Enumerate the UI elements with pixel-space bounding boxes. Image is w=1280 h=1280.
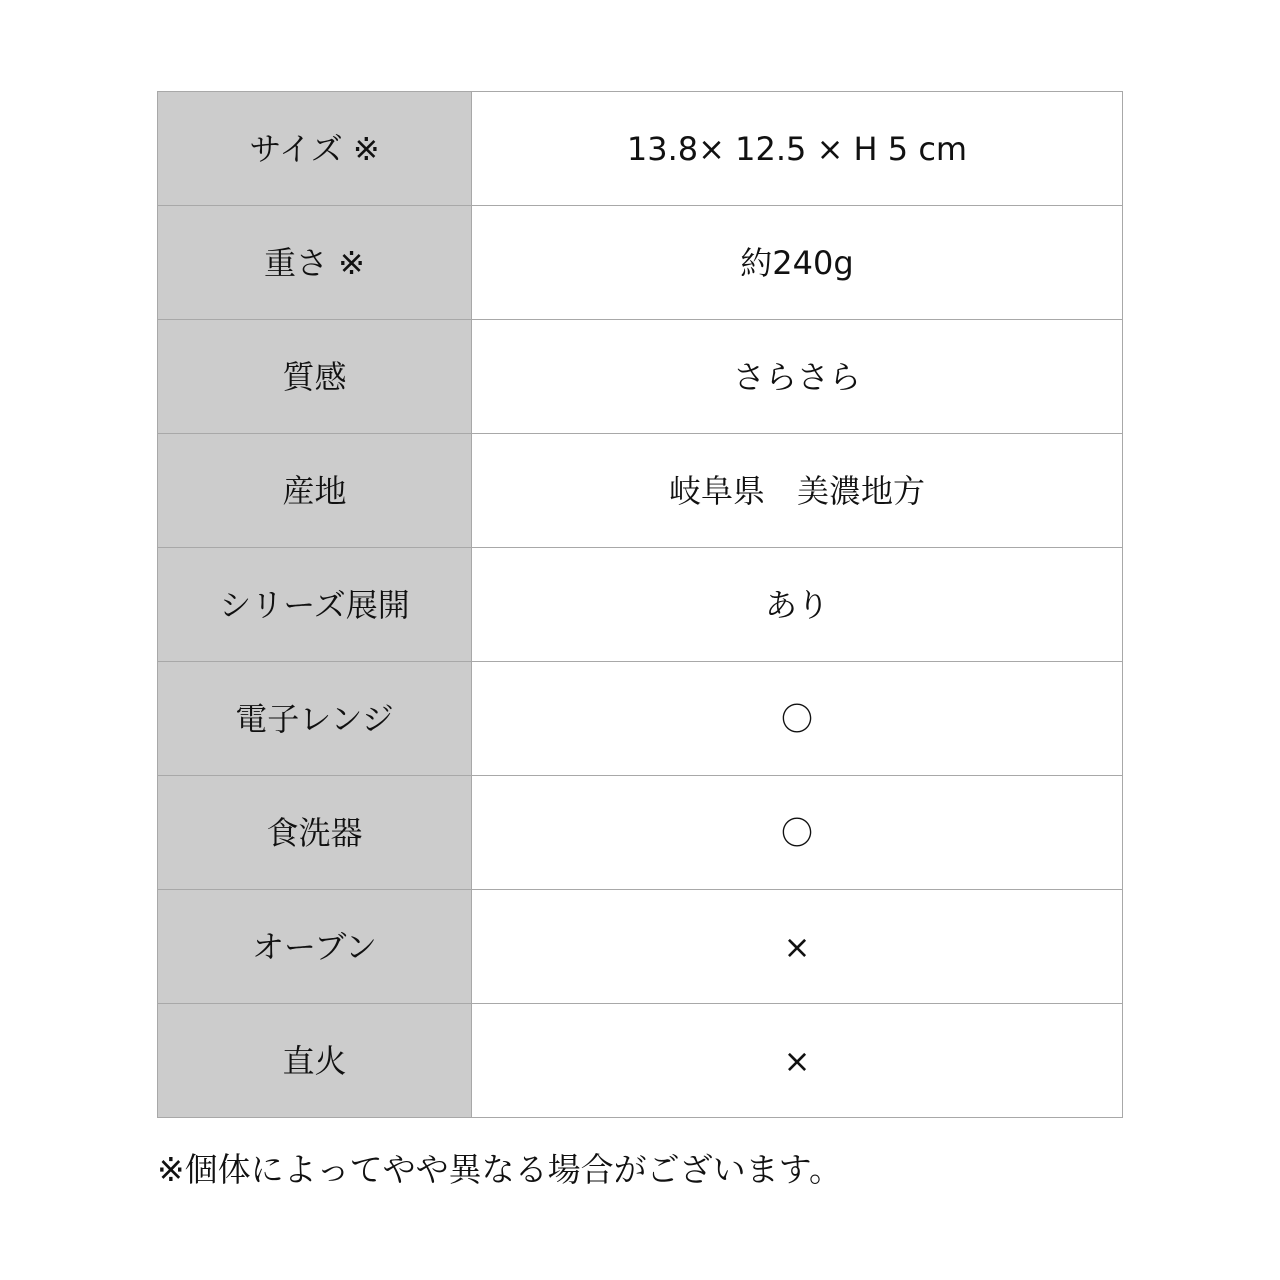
- weight-value: 約240g: [472, 206, 1123, 320]
- direct-fire-label: 直火: [158, 1004, 472, 1118]
- spec-table: [157, 91, 1123, 1118]
- table-row-dishwasher: [158, 776, 1123, 890]
- table-row-origin: [158, 434, 1123, 548]
- table-row-oven: [158, 890, 1123, 1004]
- table-row-series: [158, 548, 1123, 662]
- origin-label: 産地: [158, 434, 472, 548]
- texture-value: さらさら: [472, 320, 1123, 434]
- table-row-direct-fire: [158, 1004, 1123, 1118]
- microwave-value: 〇: [472, 662, 1123, 776]
- table-row-texture: [158, 320, 1123, 434]
- dishwasher-label: 食洗器: [158, 776, 472, 890]
- direct-fire-value: ×: [472, 1004, 1123, 1118]
- size-value: 13.8× 12.5 × H 5 cm: [472, 92, 1123, 206]
- origin-value: 岐阜県 美濃地方: [472, 434, 1123, 548]
- microwave-label: 電子レンジ: [158, 662, 472, 776]
- series-label: シリーズ展開: [158, 548, 472, 662]
- weight-label: 重さ ※: [158, 206, 472, 320]
- series-value: あり: [472, 548, 1123, 662]
- table-row-size: [158, 92, 1123, 206]
- texture-label: 質感: [158, 320, 472, 434]
- size-label: サイズ ※: [158, 92, 472, 206]
- footnote: ※個体によってやや異なる場合がございます。: [157, 1150, 843, 1189]
- table-row-microwave: [158, 662, 1123, 776]
- table-row-weight: [158, 206, 1123, 320]
- oven-value: ×: [472, 890, 1123, 1004]
- oven-label: オーブン: [158, 890, 472, 1004]
- dishwasher-value: 〇: [472, 776, 1123, 890]
